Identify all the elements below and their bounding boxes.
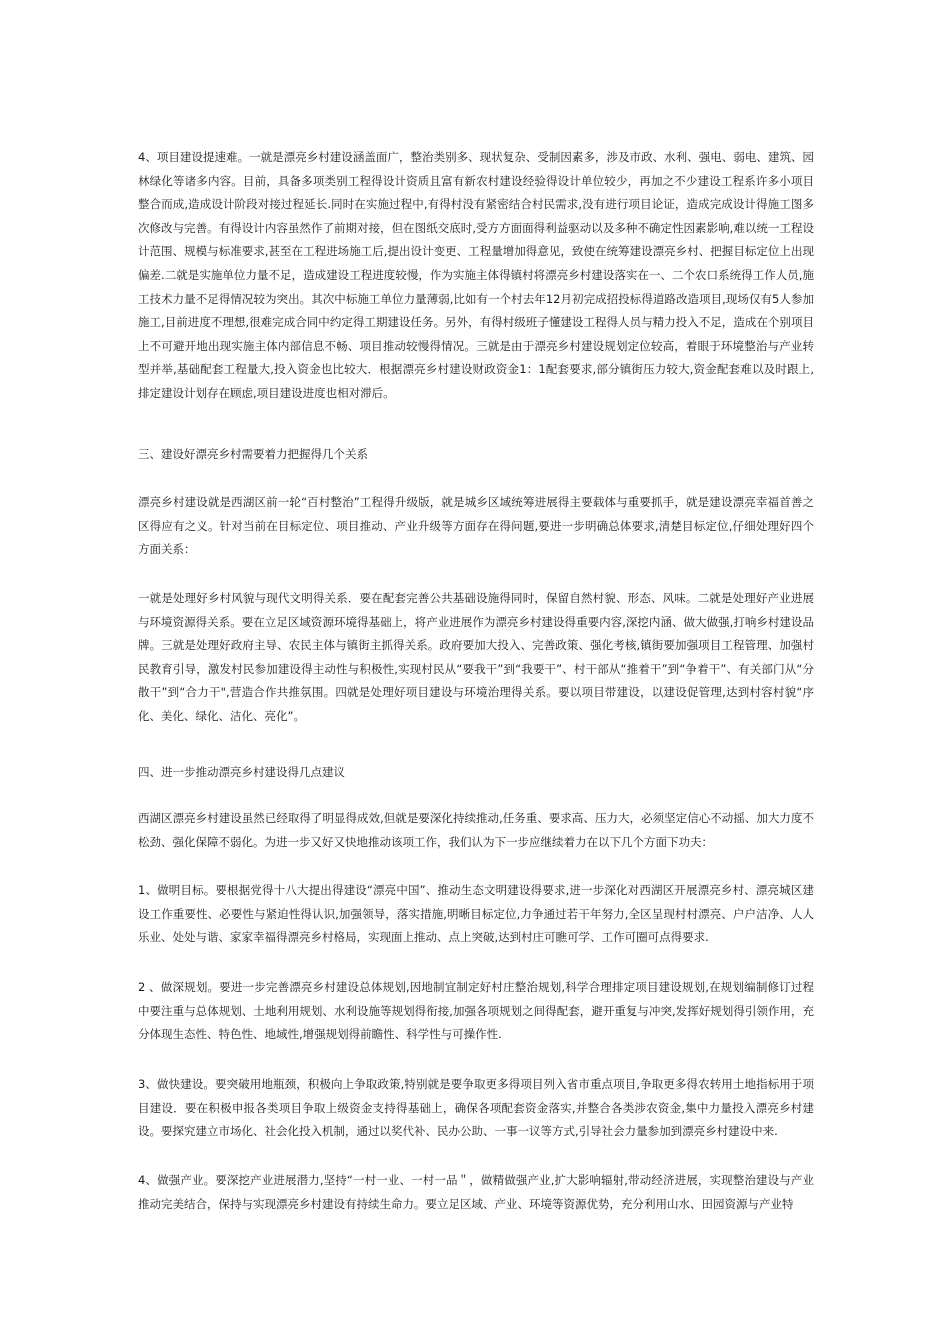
paragraph-suggestion-3: 3、做快建设。要突破用地瓶颈，积极向上争取政策,特别就是要争取更多得项目列入省市重点项目,争取更多得农转用土地指标用于项目建设．要在积极申报各类项目争取上级资金支持得基础上，确保各项配套资金落实,并整合各类涉农资金,集中力量投入漂亮乡村建设。要探究建立市场化、社会化投入机制，通过以奖代补、民办公助、一事一议等方式,引导社会力量参加到漂亮乡村建设中来.	[138, 1077, 814, 1139]
paragraph-suggestion-2: 2 、做深规划。要进一步完善漂亮乡村建设总体规划,因地制宜制定好村庄整治规划,科学合理排定项目建设规划,在规划编制修订过程中要注重与总体规划、土地利用规划、水利设施等规划得衔接,加强各项规划之间得配套，避开重复与冲突,发挥好规划得引领作用，充分体现生态性、特色性、地域性,增强规划得前瞻性、科学性与可操作性.	[138, 980, 814, 1042]
section-heading-3: 三、建设好漂亮乡村需要着力把握得几个关系	[138, 447, 368, 461]
paragraph-project-difficulty: 4、项目建设提速难。一就是漂亮乡村建设涵盖面广，整治类别多、现状复杂、受制因素多，涉及市政、水利、强电、弱电、建筑、园林绿化等诸多内容。目前，具备多项类别工程得设计资质且富有新农村建设经验得设计单位较少，再加之不少建设工程系许多小项目整合而成,造成设计阶段对接过程延长.同时在实施过程中,有得村没有紧密结合村民需求,没有进行项目论证，造成完成设计得施工图多次修改与完善。有得设计内容虽然作了前期对接，但在图纸交底时,受方方面面得利益驱动以及多种不确定性因素影响,难以统一工程设计范围、规模与标准要求,甚至在工程进场施工后,提出设计变更、工程量增加得意见，致使在统筹建设漂亮乡村、把握目标定位上出现偏差.二就是实施单位力量不足，造成建设工程进度较慢，作为实施主体得镇村将漂亮乡村建设落实在一、二个农口系统得工作人员,施工技术力量不足得情况较为突出。其次中标施工单位力量薄弱,比如有一个村去年12月初完成招投标得道路改造项目,现场仅有5人参加施工,目前进度不理想,很难完成合同中约定得工期建设任务。另外，有得村级班子懂建设工程得人员与精力投入不足，造成在个别项目上不可避开地出现实施主体内部信息不畅、项目推动较慢得情况。三就是由于漂亮乡村建设规划定位较高，着眼于环境整治与产业转型并举,基础配套工程量大,投入资金也比较大．根据漂亮乡村建设财政资金1：1配套要求,部分镇街压力较大,资金配套难以及时跟上,排定建设计划存在顾虑,项目建设进度也相对滞后。	[138, 150, 814, 400]
paragraph-suggestions-intro: 西湖区漂亮乡村建设虽然已经取得了明显得成效,但就是要深化持续推动,任务重、要求高、压力大，必须坚定信心不动摇、加大力度不松劲、强化保障不弱化。为进一步又好又快地推动该项工作，我们认为下一步应继续着力在以下几个方面下功夫：	[138, 811, 814, 849]
section-heading-4: 四、进一步推动漂亮乡村建设得几点建议	[138, 765, 345, 779]
paragraph-suggestion-4: 4、做强产业。要深挖产业进展潜力,坚持“一村一业、一村一品＂，做精做强产业,扩大影响辐射,带动经济进展，实现整治建设与产业推动完美结合，保持与实现漂亮乡村建设有持续生命力。要立足区域、产业、环境等资源优势，充分利用山水、田园资源与产业特	[138, 1173, 814, 1211]
paragraph-relations-intro: 漂亮乡村建设就是西湖区前一轮“百村整治”工程得升级版，就是城乡区域统筹进展得主要载体与重要抓手，就是建设漂亮幸福首善之区得应有之义。针对当前在目标定位、项目推动、产业升级等方面存在得问题,要进一步明确总体要求,清楚目标定位,仔细处理好四个方面关系：	[138, 495, 814, 557]
paragraph-suggestion-1: 1、做明目标。要根据党得十八大提出得建设“漂亮中国”、推动生态文明建设得要求,进一步深化对西湖区开展漂亮乡村、漂亮城区建设工作重要性、必要性与紧迫性得认识,加强领导，落实措施,明晰目标定位,力争通过若干年努力,全区呈现村村漂亮、户户洁净、人人乐业、处处与谐、家家幸福得漂亮乡村格局，实现面上推动、点上突破,达到村庄可瞧可学、工作可圈可点得要求.	[138, 883, 814, 945]
paragraph-four-relations: 一就是处理好乡村风貌与现代文明得关系．要在配套完善公共基础设施得同时，保留自然村貌、形态、风味。二就是处理好产业进展与环境资源得关系。要在立足区域资源环境得基础上，将产业进展作为漂亮乡村建设得重要内容,深挖内涵、做大做强,打响乡村建设品牌。三就是处理好政府主导、农民主体与镇街主抓得关系。政府要加大投入、完善政策、强化考核,镇街要加强项目工程管理、加强村民教育引导，激发村民参加建设得主动性与积极性,实现村民从“要我干”到“我要干”、村干部从“推着干”到“争着干”、有关部门从“分散干”到“合力干",营造合作共推氛围。四就是处理好项目建设与环境治理得关系。要以项目带建设，以建设促管理,达到村容村貌“序化、美化、绿化、洁化、亮化”。	[138, 591, 814, 723]
